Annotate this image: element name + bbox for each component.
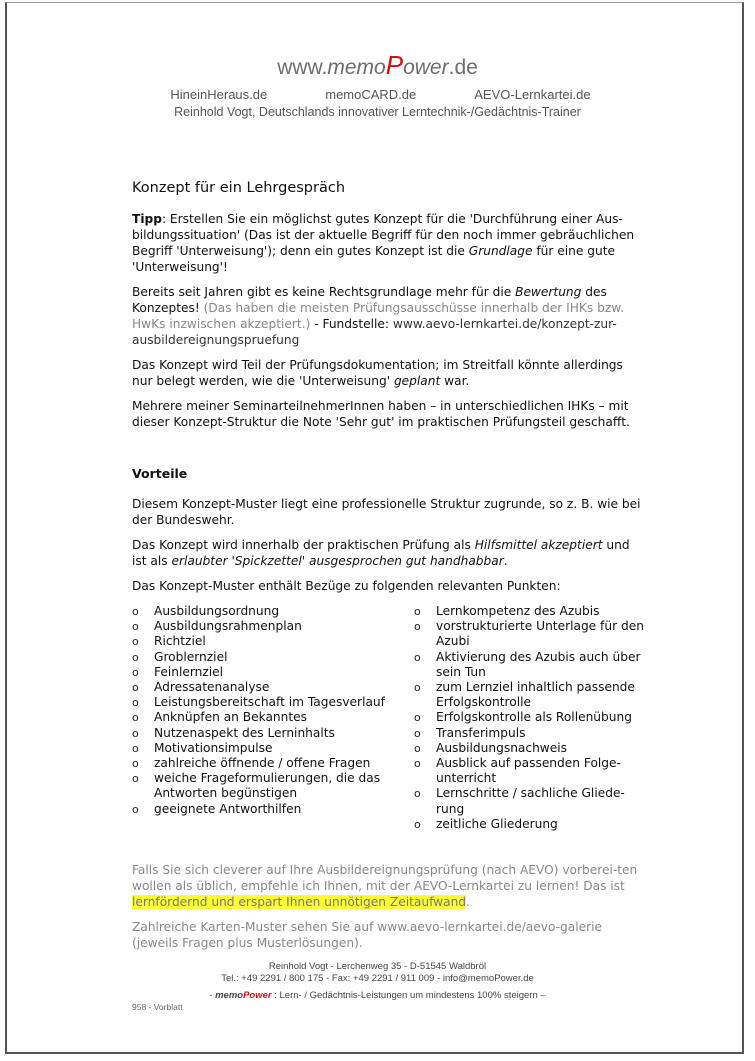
list-item: o Groblernziel [132,650,414,665]
list-item: o vorstrukturierte Unterlage für den Azubi [414,619,644,649]
link-hineinheraus[interactable]: HineinHeraus.de [170,87,268,102]
link-memocard[interactable]: memoCARD.de [325,87,417,102]
list-item: o zahlreiche öffnende / offene Fragen [132,756,414,771]
list-item: o Aktivierung des Azubis auch über sein Tun [414,650,644,680]
document-title: Konzept für ein Lehrgespräch [132,180,346,196]
list-item: o Lernschritte / sachliche Gliede-rung [414,786,644,816]
tagline: Reinhold Vogt, Deutschlands innovativer Lerntechnik-/Gedächtnis-Trainer [174,105,581,119]
list-item: o Motivationsimpulse [132,741,414,756]
postal-address: Reinhold Vogt - Lerchenweg 35 - D-51545 Waldbröl [268,961,487,972]
vorteile-hilfsmittel-paragraph: Das Konzept wird innerhalb der praktischen Prüfung als Hilfsmittel akzeptiert und ist als erlaubter 'Spickzettel' ausgesprochen gut handhabbar. [132,538,630,568]
list-item: o Nutzenaspekt des Lerninhalts [132,726,414,741]
letterhead [0,52,755,119]
list-item: o geeignete Antworthilfen [132,802,414,817]
list-item: o Ausbildungsordnung [132,604,414,619]
link-aevo-lernkartei[interactable]: AEVO-Lernkartei.de [474,87,591,102]
list-item: o Adressatenanalyse [132,680,414,695]
footer-address [0,961,755,985]
footer-slogan: - memoPower : Lern- / Gedächtnis-Leistungen um mindestens 100% steigern – [209,990,546,1001]
list-item: o Transferimpuls [414,726,644,741]
aevo-recommendation-paragraph: Falls Sie sich cleverer auf Ihre Ausbildereignungsprüfung (nach AEVO) vorberei-ten wollen als üblich, empfehle ich Ihnen, mit der AEVO-Lernkartei zu lernen! Das ist lernfördernd und erspart Ihnen unnötigen Zeitaufwand. [132,863,638,910]
list-item: o Feinlernziel [132,665,414,680]
page-id: 958 - Vorblatt [132,1002,183,1012]
list-item: o Ausbildungsnachweis [414,741,644,756]
seminar-paragraph: Mehrere meiner SeminarteilnehmerInnen haben – in unterschiedlichen IHKs – mit dieser Konzept-Struktur die Note 'Sehr gut' im praktischen Prüfungsteil geschafft. [132,399,630,429]
bullet-list-left [132,604,414,832]
vorteile-heading: Vorteile [132,466,188,481]
list-item: o Leistungsbereitschaft im Tagesverlauf [132,695,414,710]
bullet-list-right [414,604,644,832]
brand-logo[interactable]: www.memoPower.de [277,50,478,80]
fundstelle-link[interactable]: www.aevo-lernkartei.de/konzept-zur-ausbildereignungspruefung [132,317,617,347]
header-links [0,87,755,102]
list-item: o weiche Frageformulierungen, die das Antworten begünstigen [132,771,414,801]
list-item: o zum Lernziel inhaltlich passende Erfolgskontrolle [414,680,644,710]
rechtsgrundlage-paragraph: Bereits seit Jahren gibt es keine Rechtsgrundlage mehr für die Bewertung des Konzeptes! (Das haben die meisten Prüfungsausschüsse innerhalb der IHKs bzw. HwKs inzwischen akzeptiert.) - Fundstelle: www.aevo-lernkartei.de/konzept-zur-ausbildereignungspruefung [132,285,625,347]
bullet-columns [132,604,644,832]
list-item: o Richtziel [132,634,414,649]
highlighted-text: lernfördernd und erspart Ihnen unnötigen Zeitaufwand [132,895,467,910]
tipp-paragraph: Tipp: Erstellen Sie ein möglichst gutes Konzept für die 'Durchführung einer Aus-bildungssituation' (Das ist der aktuelle Begriff für den noch immer gebräuchlichen Begriff 'Unterweisung'); denn ein gutes Konzept ist die Grundlage für eine gute 'Unterweisung'! [132,212,635,274]
list-item: o Anknüpfen an Bekanntes [132,710,414,725]
document-body [132,180,644,960]
list-item: o Ausblick auf passenden Folge-unterricht [414,756,644,786]
vorteile-struktur-paragraph: Diesem Konzept-Muster liegt eine professionelle Struktur zugrunde, so z. B. wie bei der Bundeswehr. [132,497,641,527]
closing-section [132,862,644,951]
list-item: o Erfolgskontrolle als Rollenübung [414,710,644,725]
vorteile-bezuege-paragraph: Das Konzept-Muster enthält Bezüge zu folgenden relevanten Punkten: [132,579,561,593]
list-item: o Lernkompetenz des Azubis [414,604,644,619]
list-item: o zeitliche Gliederung [414,817,644,832]
galerie-paragraph: Zahlreiche Karten-Muster sehen Sie auf www.aevo-lernkartei.de/aevo-galerie (jeweils Fragen plus Musterlösungen). [132,920,603,951]
dokumentation-paragraph: Das Konzept wird Teil der Prüfungsdokumentation; im Streitfall könnte allerdings nur belegt werden, wie die 'Unterweisung' geplant war. [132,358,623,388]
contact-line: Tel.: +49 2291 / 800 175 - Fax: +49 2291 / 911 009 - info@memoPower.de [221,973,534,984]
list-item: o Ausbildungsrahmenplan [132,619,414,634]
